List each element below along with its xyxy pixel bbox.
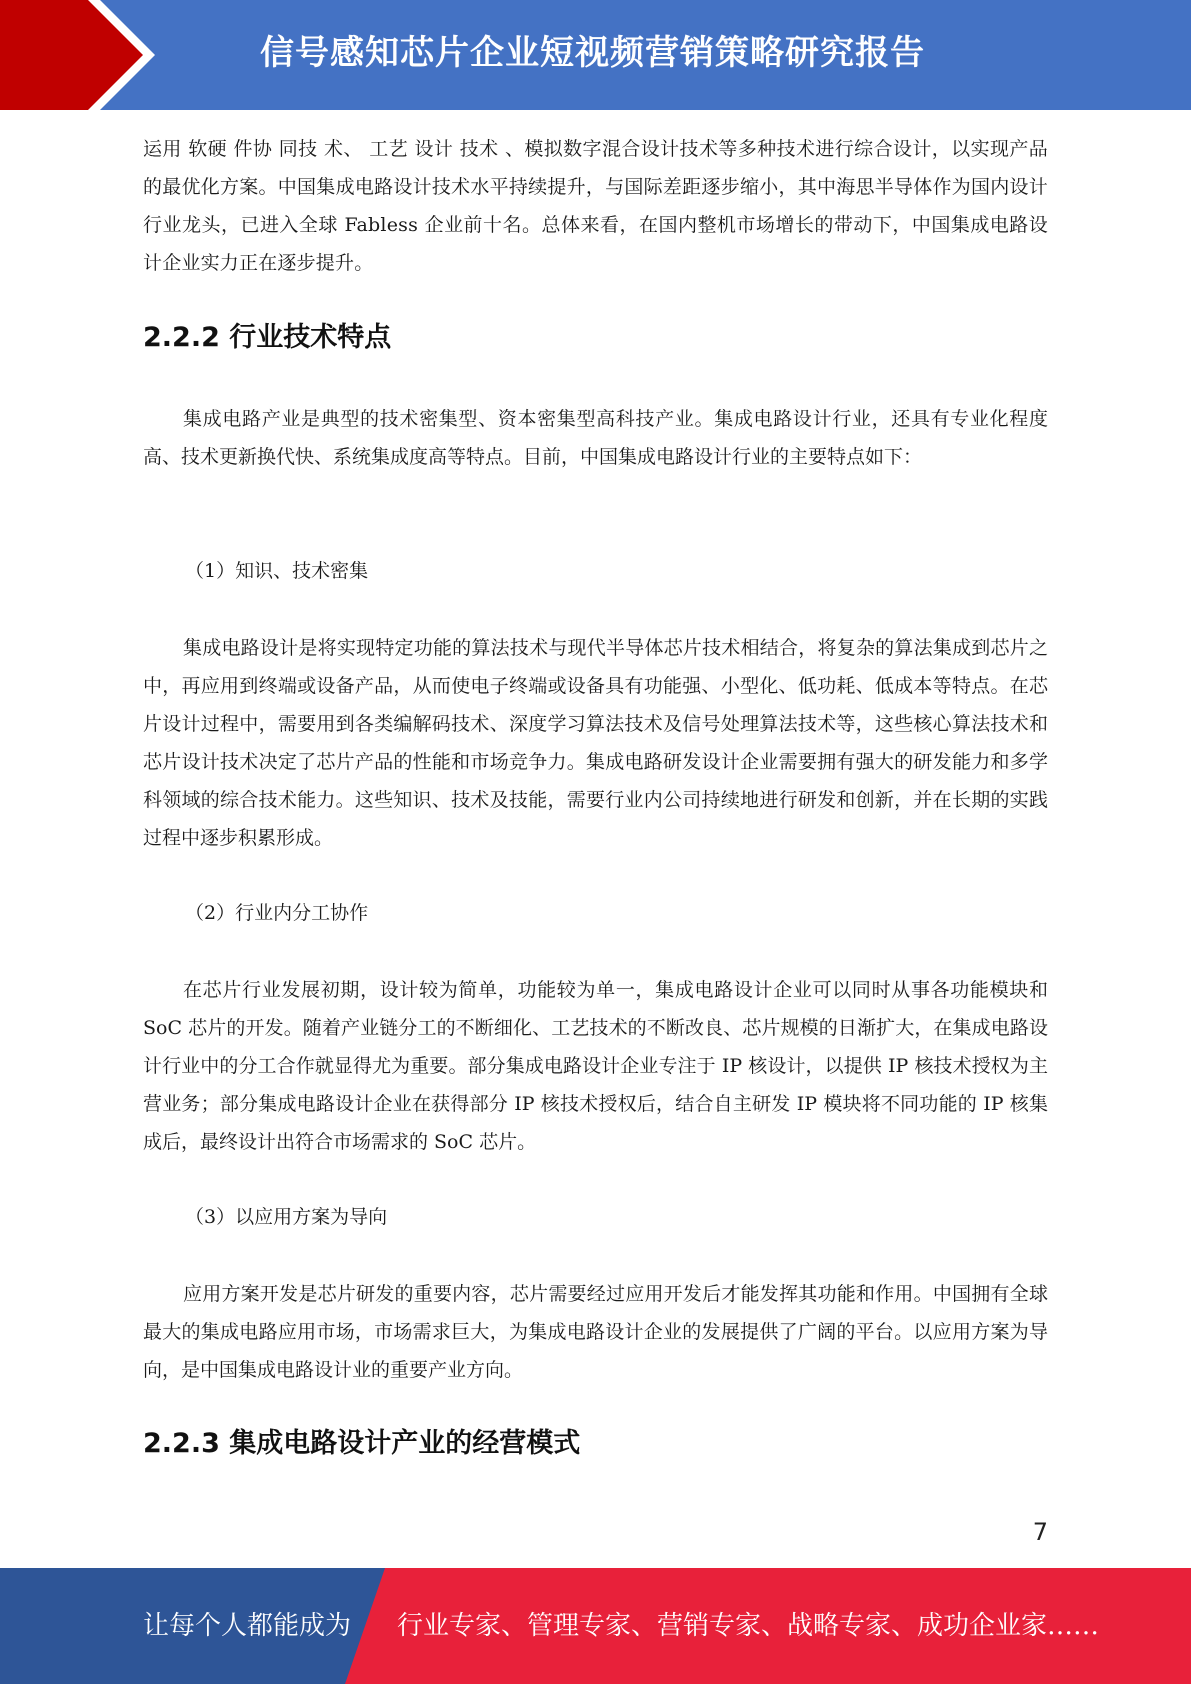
page-footer bbox=[0, 1568, 1191, 1684]
section-2-2-2-intro: 集成电路产业是典型的技术密集型、资本密集型高科技产业。集成电路设计行业，还具有专业化程度高、技术更新换代快、系统集成度高等特点。目前，中国集成电路设计行业的主要特点如下： bbox=[143, 408, 1048, 468]
item-title-1: （1）知识、技术密集 bbox=[185, 560, 369, 582]
item-text-3: 应用方案开发是芯片研发的重要内容，芯片需要经过应用开发后才能发挥其功能和作用。中国拥有全球最大的集成电路应用市场，市场需求巨大，为集成电路设计企业的发展提供了广阔的平台。以应用方案为导向，是中国集成电路设计业的重要产业方向。 bbox=[143, 1283, 1048, 1381]
footer-slogan-right: 行业专家、管理专家、营销专家、战略专家、成功企业家…… bbox=[397, 1611, 1100, 1641]
page-header bbox=[0, 0, 1191, 110]
page-number: 7 bbox=[1032, 1518, 1048, 1546]
intro-paragraph: 运用 软硬 件协 同技 术、 工艺 设计 技术 、模拟数字混合设计技术等多种技术进行综合设计，以实现产品的最优化方案。中国集成电路设计技术水平持续提升，与国际差距逐步缩小，其中海思半导体作为国内设计行业龙头，已进入全球 Fabless 企业前十名。总体来看，在国内整机市场增长的带动下，中国集成电路设计企业实力正在逐步提升。 bbox=[143, 138, 1048, 274]
footer-slogan-left: 让每个人都能成为 bbox=[143, 1611, 352, 1641]
section-heading-2-2-2: 2.2.2 行业技术特点 bbox=[143, 322, 392, 353]
item-text-1: 集成电路设计是将实现特定功能的算法技术与现代半导体芯片技术相结合，将复杂的算法集成到芯片之中，再应用到终端或设备产品，从而使电子终端或设备具有功能强、小型化、低功耗、低成本等特点。在芯片设计过程中，需要用到各类编解码技术、深度学习算法技术及信号处理算法技术等，这些核心算法技术和芯片设计技术决定了芯片产品的性能和市场竞争力。集成电路研发设计企业需要拥有强大的研发能力和多学科领域的综合技术能力。这些知识、技术及技能，需要行业内公司持续地进行研发和创新，并在长期的实践过程中逐步积累形成。 bbox=[143, 637, 1048, 849]
item-title-2: （2）行业内分工协作 bbox=[185, 902, 369, 924]
section-heading-2-2-3: 2.2.3 集成电路设计产业的经营模式 bbox=[143, 1428, 581, 1459]
report-title: 信号感知芯片企业短视频营销策略研究报告 bbox=[260, 33, 925, 73]
item-title-3: （3）以应用方案为导向 bbox=[185, 1206, 388, 1228]
item-text-2: 在芯片行业发展初期，设计较为简单，功能较为单一，集成电路设计企业可以同时从事各功能模块和 SoC 芯片的开发。随着产业链分工的不断细化、工艺技术的不断改良、芯片规模的日渐扩大，在集成电路设计行业中的分工合作就显得尤为重要。部分集成电路设计企业专注于 IP 核设计，以提供 IP 核技术授权为主营业务；部分集成电路设计企业在获得部分 IP 核技术授权后，结合自主研发 IP 模块将不同功能的 IP 核集成后，最终设计出符合市场需求的 SoC 芯片。 bbox=[143, 979, 1048, 1153]
